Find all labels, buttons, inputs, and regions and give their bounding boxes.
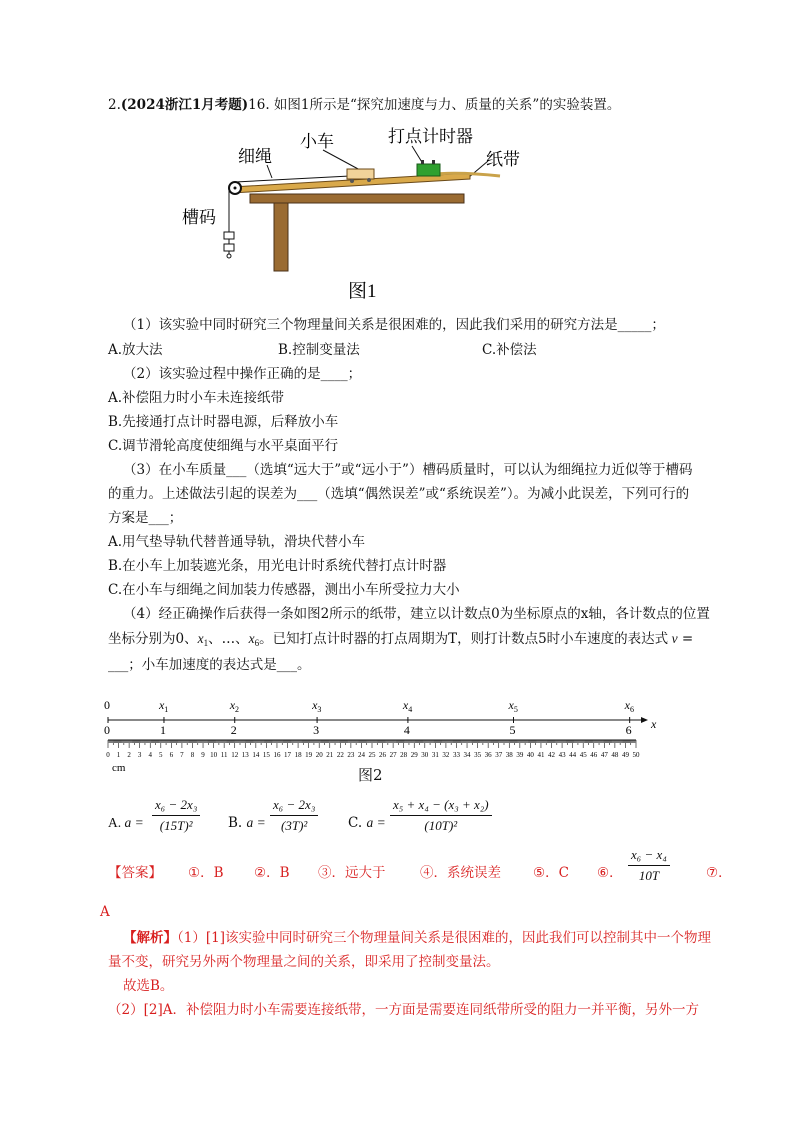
ruler-number: 19 [305, 751, 313, 759]
ruler-number: 31 [431, 751, 439, 759]
ruler-number: 28 [400, 751, 408, 759]
q1-option-b: B.控制变量法 [278, 342, 360, 358]
count-point-label: 0 [104, 723, 110, 737]
ruler-number: 47 [600, 751, 608, 759]
count-point-label: 6 [625, 723, 632, 737]
ruler-number: 7 [180, 751, 184, 759]
answer-fraction: $\frac{\text{x₆ − x₄}}{10T}$ [628, 847, 670, 884]
count-point-label: 3 [313, 723, 320, 737]
q1-option-a: A.放大法 [108, 342, 163, 358]
ruler-number: 44 [569, 751, 577, 759]
question-subnumber: 16. [248, 97, 270, 113]
answer-item-7-value: A [100, 904, 110, 920]
q1-option-c: C.补偿法 [482, 342, 537, 358]
ruler-number: 25 [368, 751, 376, 759]
ruler-number: 48 [611, 751, 619, 759]
count-point-top-label: 0 [104, 698, 110, 712]
answer-item-3: ③．远大于 [318, 865, 386, 881]
analysis-line3: 故选B。 [123, 978, 174, 994]
q1-stem: （1）该实验中同时研究三个物理量间关系是很困难的，因此我们采用的研究方法是_____； [123, 317, 665, 333]
answer-tag: 【答案】 [108, 865, 162, 881]
ruler-number: 20 [315, 751, 323, 759]
count-point-top-label: $x_1$ [158, 698, 169, 714]
ruler-number: 17 [284, 751, 292, 759]
choice-b-label: B. a = [228, 815, 266, 831]
label-car: 小车 [300, 132, 334, 151]
ruler-number: 29 [410, 751, 418, 759]
ruler-number: 11 [220, 751, 228, 759]
choice-b-fraction: $\frac{\text{x₆ − 2x₃}}{\text{(3T)²}}$ [270, 797, 318, 834]
ruler-number: 36 [484, 751, 492, 759]
ruler-unit: cm [112, 762, 126, 774]
analysis-line1: 【解析】（1）[1]该实验中同时研究三个物理量间关系是很困难的，因此我们可以控制其中一个物理 [123, 930, 711, 946]
ruler-number: 32 [442, 751, 450, 759]
question-number: 2. [108, 97, 121, 113]
ruler-number: 49 [621, 751, 629, 759]
q3-line3: 方案是___； [108, 510, 183, 526]
q2-option-c: C.调节滑轮高度使细绳与水平桌面平行 [108, 438, 339, 454]
q2-option-b: B.先接通打点计时器电源，后释放小车 [108, 414, 339, 430]
ruler-number: 15 [262, 751, 270, 759]
ruler-number: 12 [231, 751, 239, 759]
ruler-number: 14 [252, 751, 260, 759]
ruler-number: 43 [558, 751, 566, 759]
count-point-top-label: $x_3$ [312, 698, 322, 714]
count-point-label: 1 [159, 723, 166, 737]
figure1-apparatus [180, 120, 540, 305]
choice-a-fraction: $\frac{\text{x₆ − 2x₃}}{\text{(15T)²}}$ [152, 797, 200, 834]
ruler-number: 24 [357, 751, 365, 759]
ruler-number: 41 [537, 751, 545, 759]
axis-label: x [651, 717, 657, 731]
ruler-number: 8 [190, 751, 195, 759]
q3-option-b: B.在小车上加装遮光条，用光电计时系统代替打点计时器 [108, 558, 447, 574]
count-point-label: 5 [509, 723, 516, 737]
answer-item-6: ⑥． [597, 865, 623, 881]
ruler-number: 30 [421, 751, 429, 759]
ruler-number: 0 [106, 751, 110, 759]
ruler-number: 50 [632, 751, 640, 759]
q2-stem: （2）该实验过程中操作正确的是____； [123, 366, 362, 382]
answer-item-1: ①．B [188, 865, 224, 881]
ruler-number: 22 [336, 751, 344, 759]
q3-line2: 的重力。上述做法引起的误差为___（选填“偶然误差”或“系统误差”）。为减小此误差，下列可行的 [108, 486, 690, 502]
table-leg [274, 203, 288, 271]
ruler-number: 27 [389, 751, 397, 759]
count-point-top-label: $x_4$ [402, 698, 413, 714]
ruler-number: 1 [116, 751, 121, 759]
ruler-number: 9 [201, 751, 205, 759]
analysis-line2: 量不变，研究另外两个物理量之间的关系，即采用了控制变量法。 [108, 954, 500, 970]
table-top [250, 194, 464, 203]
ruler-number: 16 [273, 751, 281, 759]
q4-line1: （4）经正确操作后获得一条如图2所示的纸带，建立以计数点0为坐标原点的x轴，各计数点的位置 [123, 606, 710, 622]
ruler-number: 18 [294, 751, 302, 759]
count-point-top-label: $x_5$ [508, 698, 518, 714]
axis-arrow [641, 717, 648, 723]
timer-device [417, 164, 440, 176]
question-header [108, 96, 620, 114]
choice-c-label: C. a = [348, 815, 386, 831]
var-x1: $x_1$ [197, 631, 209, 648]
ruler-number: 42 [548, 751, 556, 759]
figure2-caption: 图2 [358, 766, 383, 784]
count-point-label: 2 [230, 723, 237, 737]
ruler-number: 33 [452, 751, 460, 759]
ruler-number: 35 [474, 751, 482, 759]
var-v: v [668, 631, 678, 646]
ruler-number: 37 [495, 751, 503, 759]
answer-item-4: ④．系统误差 [420, 865, 501, 881]
ruler-number: 46 [590, 751, 598, 759]
label-timer: 打点计时器 [388, 127, 473, 146]
label-tape: 纸带 [486, 150, 520, 169]
count-point-top-label: $x_2$ [229, 698, 240, 714]
question-source: (2024浙江1月考题) [120, 97, 249, 113]
q3-line1: （3）在小车质量___（选填“远大于”或“远小于”）槽码质量时，可以认为细绳拉力近似等于槽码 [123, 462, 693, 478]
hanging-weight [224, 232, 234, 239]
label-rope: 细绳 [238, 147, 272, 166]
analysis-line4: （2）[2]A．补偿阻力时小车需要连接纸带，一方面是需要连同纸带所受的阻力一并平衡，另外一方 [108, 1002, 699, 1018]
ruler-number: 5 [159, 751, 163, 759]
q4-line2: 坐标分别为0、$x_1$、…、$x_6$。已知打点计时器的打点周期为T，则打计数点5时小车速度的表达式 v = [108, 631, 694, 648]
figure1-caption: 图1 [348, 281, 377, 302]
cart [347, 169, 374, 179]
ruler-number: 45 [579, 751, 587, 759]
label-weight: 槽码 [182, 208, 216, 227]
q2-option-a: A.补偿阻力时小车未连接纸带 [108, 390, 285, 406]
ruler-number: 4 [148, 751, 152, 759]
ruler-number: 3 [137, 751, 142, 759]
ruler-number: 21 [326, 751, 334, 759]
q3-option-a: A.用气垫导轨代替普通导轨，滑块代替小车 [108, 534, 366, 550]
var-x6: $x_6$ [248, 631, 260, 648]
ruler-number: 39 [516, 751, 524, 759]
ruler-number: 10 [210, 751, 218, 759]
ruler-number: 34 [463, 751, 471, 759]
ruler-number: 6 [169, 751, 174, 759]
ruler-number: 23 [347, 751, 355, 759]
choice-a-label: A. a = [108, 815, 144, 830]
answer-item-5: ⑤．C [533, 865, 569, 881]
ruler-number: 38 [505, 751, 513, 759]
q4-line3: ___；小车加速度的表达式是___。 [108, 657, 311, 673]
q3-option-c: C.在小车与细绳之间加装力传感器，测出小车所受拉力大小 [108, 582, 460, 598]
choice-c-fraction: $\frac{\text{x₅ + x₄ − (x₃ + x₂)}}{\text{(10T)²}}$ [390, 797, 492, 834]
ruler-number: 2 [127, 751, 131, 759]
answer-item-2: ②．B [254, 865, 290, 881]
question-intro: 如图1所示是“探究加速度与力、质量的关系”的实验装置。 [273, 97, 621, 113]
count-point-label: 4 [403, 723, 410, 737]
ruler-number: 13 [241, 751, 249, 759]
answer-item-7: ⑦． [706, 865, 732, 881]
count-point-top-label: $x_6$ [624, 698, 634, 714]
ruler-number: 40 [526, 751, 534, 759]
ruler-number: 26 [379, 751, 387, 759]
